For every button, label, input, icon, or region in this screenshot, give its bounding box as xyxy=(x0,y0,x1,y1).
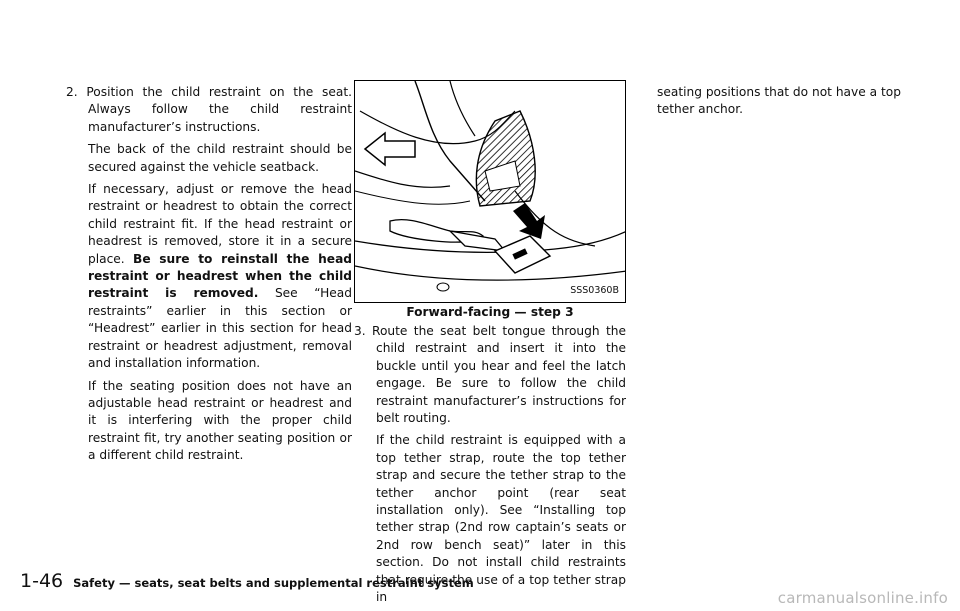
head-restraint-reference: See “Head restraints” earlier in this section or “Headrest” earlier in this section for head restraint or headrest adjustment, removal and installation information. xyxy=(88,286,352,371)
step-2-text: Position the child restraint on the seat. Always follow the child restraint manufacturer’s instructions. xyxy=(86,85,352,134)
step-3 xyxy=(354,323,626,427)
watermark: carmanualsonline.info xyxy=(777,589,948,607)
section-title: Safety — seats, seat belts and supplemental restraint system xyxy=(73,576,474,590)
paragraph-top-tether: If the child restraint is equipped with a top tether strap, route the top tether strap and secure the tether strap to the tether anchor point (rear seat installation only). See “Installing top tether strap (2nd row captain’s seats or 2nd row bench seat)” later in this section. Do not install child restraints that require the use of a top tether strap in xyxy=(376,433,626,605)
step-3-number: 3. xyxy=(354,324,366,338)
text-column-right xyxy=(657,84,927,119)
page-footer xyxy=(20,570,474,592)
text-column-left xyxy=(66,84,352,465)
child-restraint-illustration xyxy=(354,80,626,303)
step-2-number: 2. xyxy=(66,85,78,99)
text-column-middle xyxy=(354,323,626,607)
paragraph-continued: seating positions that do not have a top tether anchor. xyxy=(657,85,901,117)
figure-code: SSS0360B xyxy=(570,285,619,296)
paragraph-head-restraint xyxy=(66,181,352,372)
seat-belt-diagram xyxy=(355,81,626,303)
head-restraint-warning: Be sure to reinstall the head restraint or headrest when the child restraint is removed. xyxy=(88,251,353,301)
step-2 xyxy=(66,84,352,136)
paragraph-seatback: The back of the child restraint should be secured against the vehicle seatback. xyxy=(88,142,352,174)
step-3-text: Route the seat belt tongue through the child restraint and insert it into the buckle until you hear and feel the latch engage. Be sure to follow the child restraint manufacturer’s instructions for belt routing. xyxy=(372,324,626,426)
figure-caption: Forward-facing — step 3 xyxy=(406,305,574,319)
page-number: 1-46 xyxy=(20,570,64,592)
paragraph-seating-position: If the seating position does not have an adjustable head restraint or headrest and it is interfering with the proper child restraint fit, try another seating position or a different child restraint. xyxy=(88,378,352,463)
head-restraint-text: If necessary, adjust or remove the head restraint or headrest to obtain the correct child restraint fit. If the head restraint or headrest is removed, store it in a secure place. xyxy=(88,182,352,266)
